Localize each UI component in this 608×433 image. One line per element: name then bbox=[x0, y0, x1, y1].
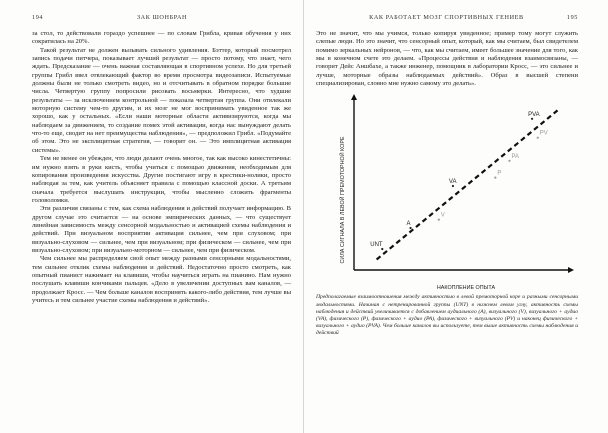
point-label: V bbox=[440, 213, 445, 220]
left-page-body bbox=[32, 30, 291, 305]
point-label: P bbox=[497, 171, 502, 178]
chart-marks bbox=[370, 111, 557, 260]
paragraph: Эти различия связаны с тем, как схема наблюдения и действий получает информацию. В другом случае это считается — на основе эмпирических данных, — что существует линейная зависимость между сенсорной модальностью и активацией схемы наблюдения и действий. При визуальном восприятии активация сильнее, чем при слуховом; при визуально-слуховом — сильнее, чем при визуальном; при физическом — сильнее, чем при визуально-слуховом; при визуально-моторном — сильнее, чем при физическом. bbox=[32, 205, 291, 254]
data-point bbox=[537, 137, 539, 139]
point-label: PV bbox=[539, 131, 548, 138]
right-page bbox=[304, 0, 608, 433]
paragraph: Такой результат не должен вызывать сильного удивления. Бэттер, который посмотрел запись подачи питчера, показывает лучший результат — просто потому, что знает, чего ждать. Предсказание — очень важная составляющая в спортивном успехе. Но для третьей группы Грибл ввел отвлекающий фактор во время просмотра видеозаписи. Испытуемые должны были не только смотреть видео, но и отсчитывать в обратном порядке большие числа. Четвертую группу попросили рисовать восьмерки. Интересно, что худшие результаты — за исключением контрольной — показала четвертая группа. Они отвлекали моторную систему чем-то другим, и их мозг не мог воспринимать увиденное так же хорошо, как у остальных. «Если наши моторные области активизируются, когда мы наблюдаем за движением, то создание помех этой активации, когда нас вынуждают делать что-то еще, сводит на нет преимущества наблюдения», — предположил Грибл. «Подумайте об этом. Это не эксплицитная стратегия, — говорит он. — Это имплицитная активация системы». bbox=[32, 46, 291, 154]
figure-caption: Предполагаемые взаимоотношения между активностью в левой премоторной коре и разными сенсорными модальностями. Начиная с нетренированной группы (UNT) в нижнем левом углу, активность схемы наблюдения и действий увеличивается с добавлением аудиального (A), визуального (V), визуального + аудио (VA), физического (P), физического + аудио (PA), физического + визуального (PV) и наконец физического + визуального + аудио (PVA). Чем больше каналов вы используете, тем выше активность схемы наблюдения и действий bbox=[316, 294, 578, 336]
left-running-head: ЗАК ШОНБРАН bbox=[136, 14, 188, 21]
right-page-header bbox=[316, 14, 578, 21]
figure bbox=[316, 92, 578, 292]
data-point bbox=[531, 118, 533, 120]
point-label: VA bbox=[448, 179, 457, 186]
right-running-head: КАК РАБОТАЕТ МОЗГ СПОРТИВНЫХ ГЕНИЕВ bbox=[369, 14, 524, 21]
left-page-number: 194 bbox=[32, 14, 44, 21]
x-axis-label: НАКОПЛЕНИЕ ОПЫТА bbox=[436, 285, 496, 292]
data-point bbox=[381, 248, 383, 250]
trend-line bbox=[377, 111, 558, 260]
y-axis-arrow bbox=[351, 94, 357, 100]
point-label: PA bbox=[511, 154, 520, 161]
paragraph: Тем не менее он убежден, что люди делают очень многое, так как высоко кинестетичны: им нужно взять в руки кисть, чтобы учиться с помощью движения, необходимым для копирования произведения искусства. Другие постигают игру в крестики-нолики, просто наблюдая за тем, как учитель объясняет правила с помощью классной доски. А третьим сначала требуется выслушать инструкции, чтобы мысленно сложить фрагменты головоломки. bbox=[32, 155, 291, 204]
point-label: A bbox=[406, 221, 411, 228]
point-label: PVA bbox=[528, 112, 540, 119]
chart bbox=[316, 92, 578, 292]
data-point bbox=[438, 219, 440, 221]
paragraph: за стол, то действовали гораздо успешнее — по словам Грибла, кривая обучения у них сократилась на 20%. bbox=[32, 30, 291, 46]
chart-axes bbox=[351, 94, 574, 273]
y-axis-label: СИЛА СИГНАЛА В ЛЕВОЙ ПРЕМОТОРНОЙ КОРЕ bbox=[340, 136, 346, 264]
right-page-body bbox=[316, 30, 578, 88]
x-axis-arrow bbox=[568, 267, 574, 273]
right-page-number: 195 bbox=[566, 14, 578, 21]
data-point bbox=[452, 185, 454, 187]
paragraph: Это не значит, что мы учимся, только копируя увиденное; пример тому могут служить слепые люди. Но это значит, что сенсорный опыт, который, как мы считаем, был свидетелем помимо зеркальных нейронов, — что, как мы считаем, имеет большее значение для того, как мы в конечном счете это делаем. «Процессы действия и наблюдения взаимосвязаны, — говорит Дейс Аншбахе, а также инженер, помощник в лаборатории Кросс, — это сильнее и лучше, моторные образы наблюдаемых действий». Образ в высшей степени специализирован, словно мне нужно самому это делать». bbox=[316, 30, 578, 88]
data-point bbox=[508, 160, 510, 162]
data-point bbox=[494, 177, 496, 179]
left-page-header bbox=[32, 14, 291, 21]
point-label: UNT bbox=[370, 242, 383, 249]
paragraph: Чем сильнее мы распределяем свой опыт между разными сенсорными модальностями, тем сильнее отклик схемы наблюдения и действий. Недостаточно просто смотреть, как опытный пианист нажимает на клавиши, чтобы научиться играть на пианино. Нам нужно послушать клавиши кончиками пальцев. «Дело в увеличении доступных вам каналов, — продолжает Кросс. — Чем больше каналов воспринять какого-либо действия, тем лучше вы учитесь и тем сильнее участие схемы наблюдения и действий». bbox=[32, 255, 291, 304]
data-point bbox=[409, 227, 411, 229]
